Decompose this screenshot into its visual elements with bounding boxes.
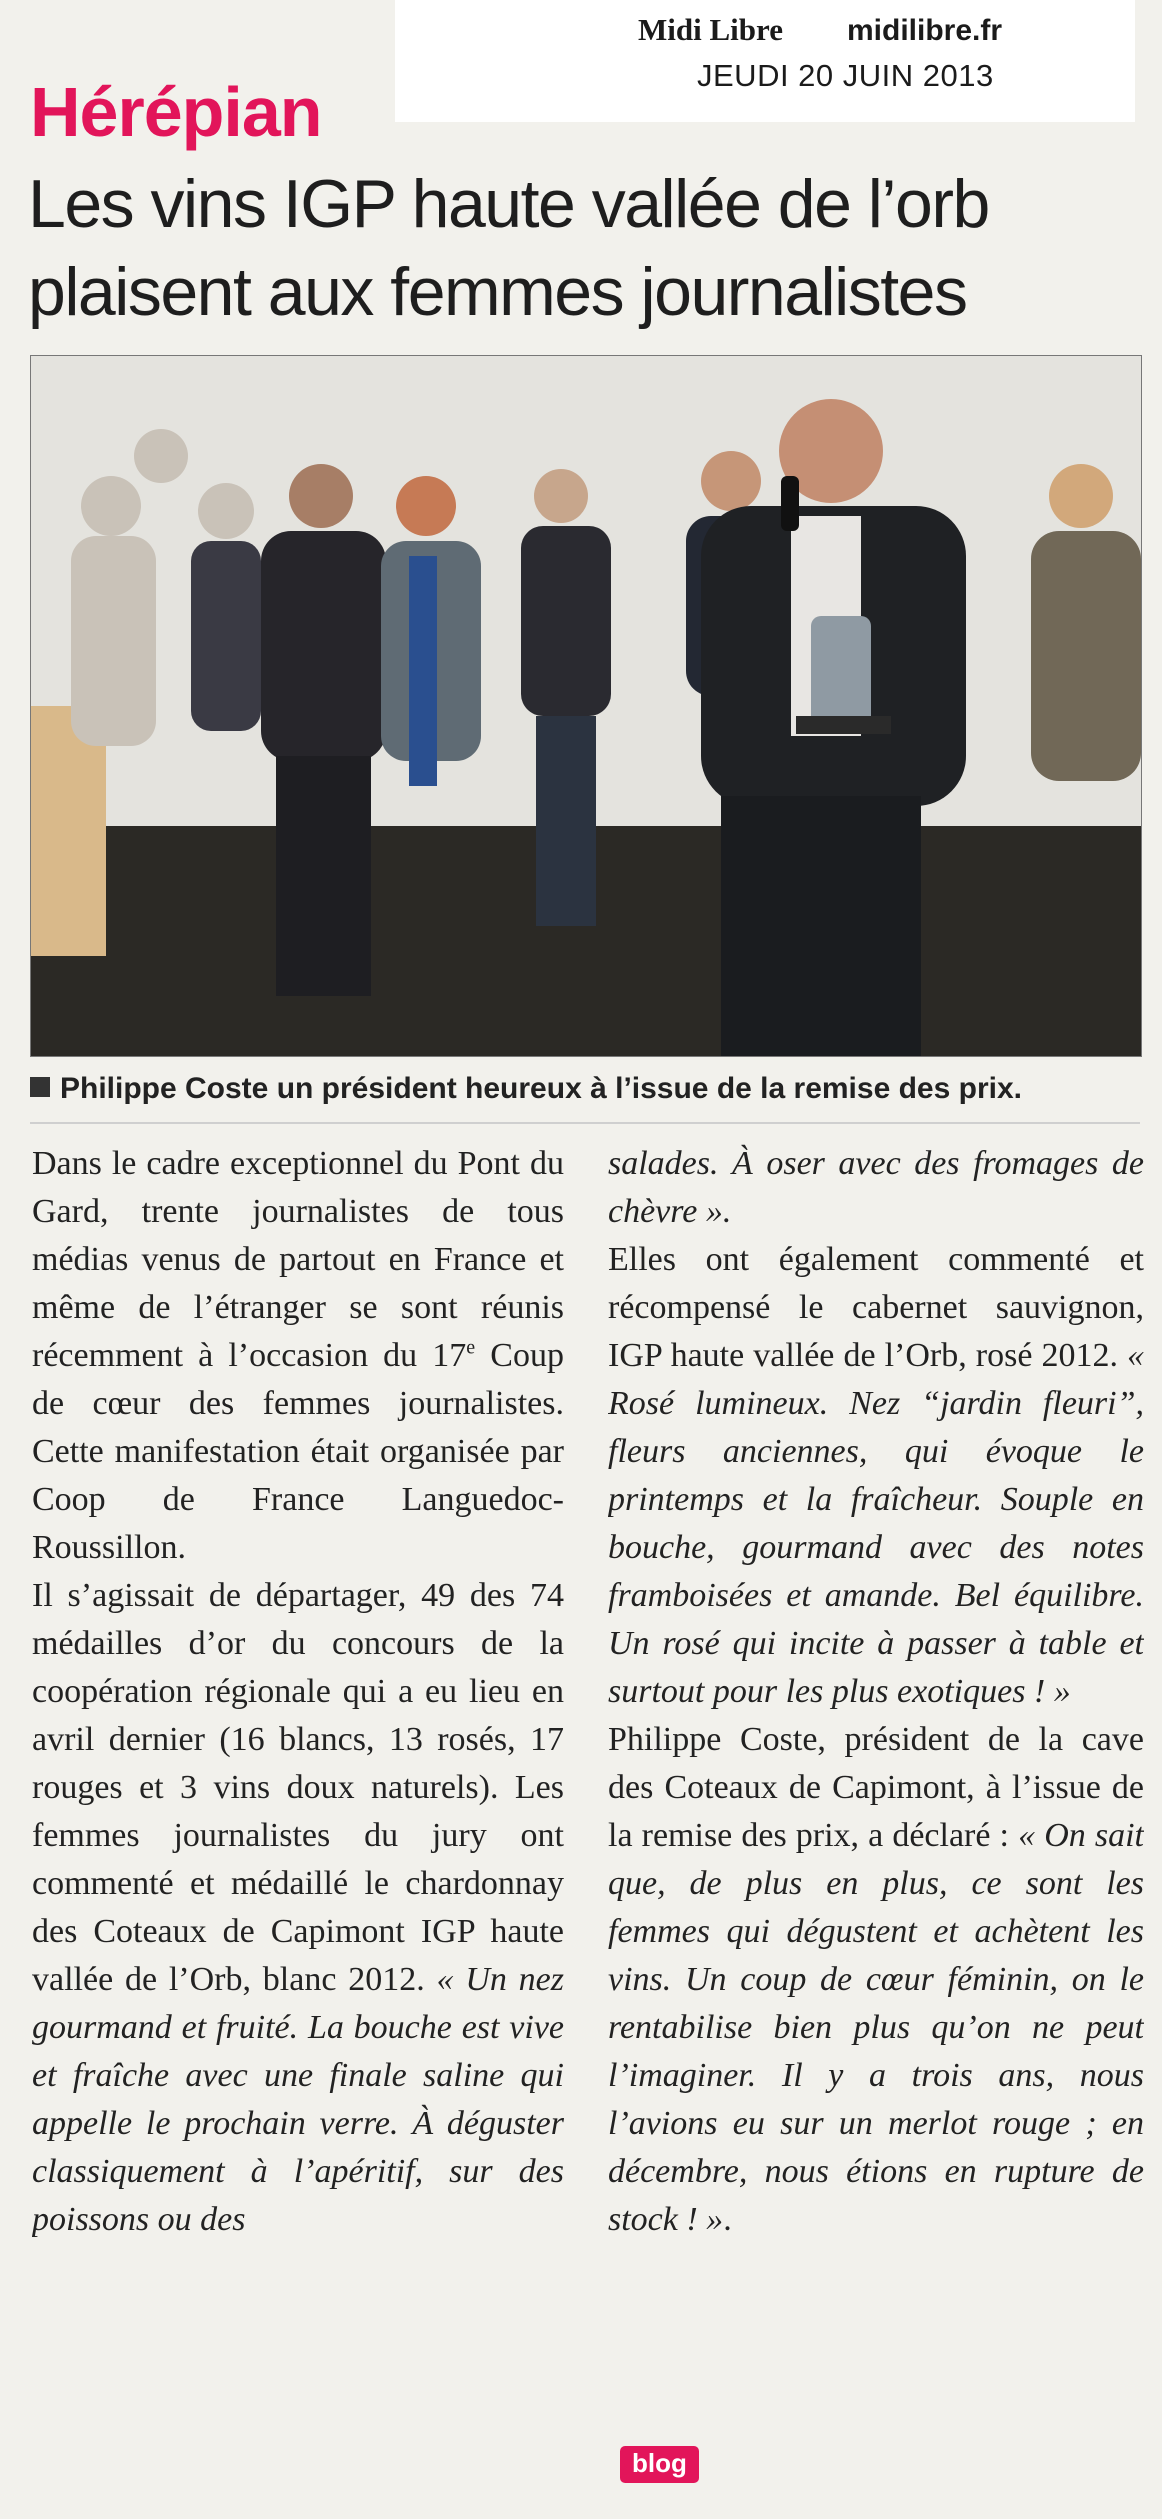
paragraph-end: .	[723, 2201, 732, 2238]
article-column-2	[608, 1140, 1144, 2510]
blog-tag[interactable]: blog	[620, 2446, 699, 2483]
tasting-quote: « Un nez gourmand et fruité. La bouche est vive et fraîche avec une finale saline qui appelle le prochain verre. À déguster classiquement à l’apéritif, sur des poissons ou des	[32, 1961, 564, 2238]
tasting-quote: « Rosé lumineux. Nez “jardin fleuri”, fleurs anciennes, qui évoque le printemps et la fraîcheur. Souple en bouche, gourmand avec des notes framboisées et amande. Bel équilibre. Un rosé qui incite à passer à table et surtout pour les plus exotiques ! »	[608, 1337, 1144, 1710]
president-quote: « On sait que, de plus en plus, ce sont les femmes qui dégustent et achètent les vins. Un coup de cœur féminin, on le rentabilise bien plus qu’on ne peut l’imaginer. Il y a trois ans, nous l’avions eu sur un merlot rouge ; en décembre, nous étions en rupture de stock ! »	[608, 1817, 1144, 2238]
article-column-1	[32, 1140, 564, 2510]
paragraph	[608, 1140, 1144, 1236]
ordinal-suffix: e	[466, 1336, 476, 1359]
publication-date: JEUDI 20 JUIN 2013	[697, 58, 994, 93]
photo-illustration	[31, 356, 1141, 1056]
newspaper-website: midilibre.fr	[847, 14, 1003, 47]
tasting-quote: salades. À oser avec des fromages de chèvre ».	[608, 1145, 1144, 1230]
newspaper-name: Midi Libre	[638, 12, 783, 47]
divider	[30, 1122, 1140, 1124]
paragraph-text: Elles ont également commenté et récompensé le cabernet sauvignon, IGP haute vallée de l’Orb, rosé 2012.	[608, 1241, 1144, 1374]
masthead	[395, 0, 1135, 122]
paragraph-text: Dans le cadre exceptionnel du Pont du Gard, trente journalistes de tous médias venus de partout en France et même de l’étranger se sont réunis récemment à l’occasion du 17	[32, 1145, 564, 1374]
article-photo	[30, 355, 1142, 1057]
paragraph-text: Philippe Coste, président de la cave des Coteaux de Capimont, à l’issue de la remise des prix, a déclaré :	[608, 1721, 1144, 1854]
paragraph	[32, 1572, 564, 2244]
paragraph-text: Il s’agissait de départager, 49 des 74 médailles d’or du concours de la coopération régionale qui a eu lieu en avril dernier (16 blancs, 13 rosés, 17 rouges et 3 vins doux naturels). Les femmes journalistes du jury ont commenté et médaillé le chardonnay des Coteaux de Capimont IGP haute vallée de l’Orb, blanc 2012.	[32, 1577, 564, 1998]
article-headline: Les vins IGP haute vallée de l’orb plaisent aux femmes journalistes	[28, 166, 989, 330]
paragraph-text: Coup de cœur des femmes journalistes. Cette manifestation était organisée par Coop de France Languedoc-Roussillon.	[32, 1337, 564, 1566]
paragraph	[32, 1140, 564, 1572]
paragraph	[608, 1236, 1144, 1716]
photo-caption	[30, 1072, 1140, 1106]
caption-text: Philippe Coste un président heureux à l’issue de la remise des prix.	[60, 1072, 1022, 1105]
location-kicker: Hérépian	[30, 73, 322, 151]
paragraph	[608, 1716, 1144, 2244]
caption-square-icon	[30, 1077, 50, 1097]
